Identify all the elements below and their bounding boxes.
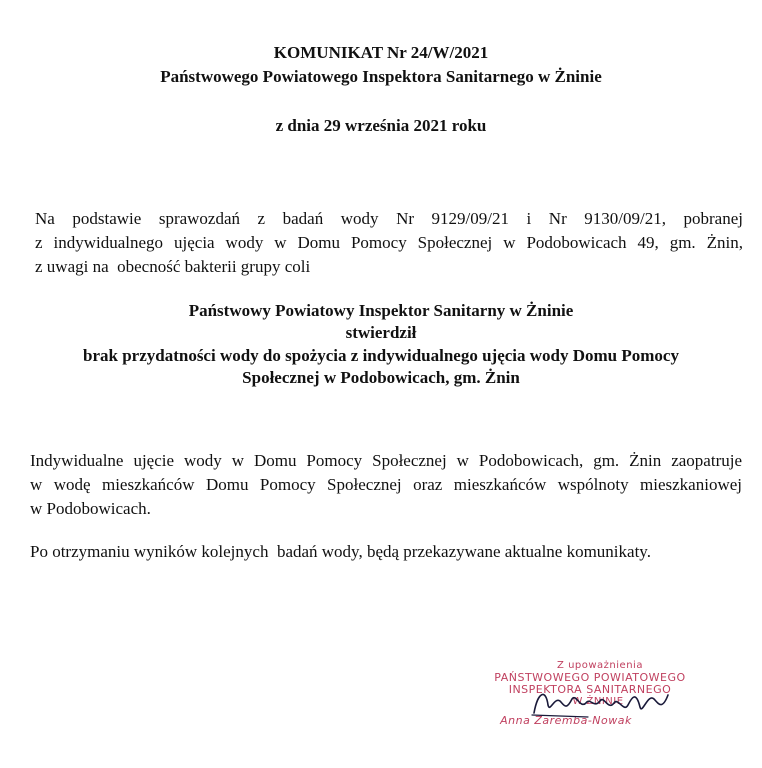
handwritten-signature [528, 683, 678, 723]
stamp-office-line-3: W ŻNINIE [572, 696, 624, 707]
document-title: KOMUNIKAT Nr 24/W/2021 [273, 43, 489, 62]
intro-line-1: Na podstawie sprawozdań z badań wody Nr 9129/09/21 i Nr 9130/09/21, pobranej [35, 209, 743, 228]
issuer-title: Państwowego Powiatowego Inspektora Sanitarnego w Żninie [160, 67, 602, 86]
stamp-signatory-name: Anna Zaremba-Nowak [500, 714, 632, 727]
supply-paragraph [30, 449, 742, 521]
closing-paragraph: Po otrzymaniu wyników kolejnych badań wody, będą przekazywane aktualne komunikaty. [30, 542, 651, 561]
supply-line-2: w wodę mieszkańców Domu Pomocy Społecznej oraz mieszkańców wspólnoty mieszkaniowej [30, 475, 742, 494]
decision-authority: Państwowy Powiatowy Inspektor Sanitarny w Żninie [188, 301, 574, 320]
decision-verb: stwierdził [345, 323, 417, 342]
intro-paragraph [35, 207, 743, 279]
intro-line-2: z indywidualnego ujęcia wody w Domu Pomocy Społecznej w Podobowicach 49, gm. Żnin, [35, 233, 743, 252]
decision-statement-line-2: Społecznej w Podobowicach, gm. Żnin [242, 368, 520, 387]
stamp-authorization-line: Z upoważnienia [557, 660, 643, 671]
stamp-office-line-1: PAŃSTWOWEGO POWIATOWEGO [494, 671, 686, 684]
decision-statement-line-1: brak przydatności wody do spożycia z indywidualnego ujęcia wody Domu Pomocy [83, 346, 679, 365]
supply-line-3: w Podobowicach. [30, 499, 151, 518]
stamp-office-line-2: INSPEKTORA SANITARNEGO [508, 683, 672, 696]
document-date: z dnia 29 września 2021 roku [275, 116, 487, 135]
supply-line-1: Indywidualne ujęcie wody w Domu Pomocy Społecznej w Podobowicach, gm. Żnin zaopatruje [30, 451, 742, 470]
intro-line-3: z uwagi na obecność bakterii grupy coli [35, 257, 311, 276]
